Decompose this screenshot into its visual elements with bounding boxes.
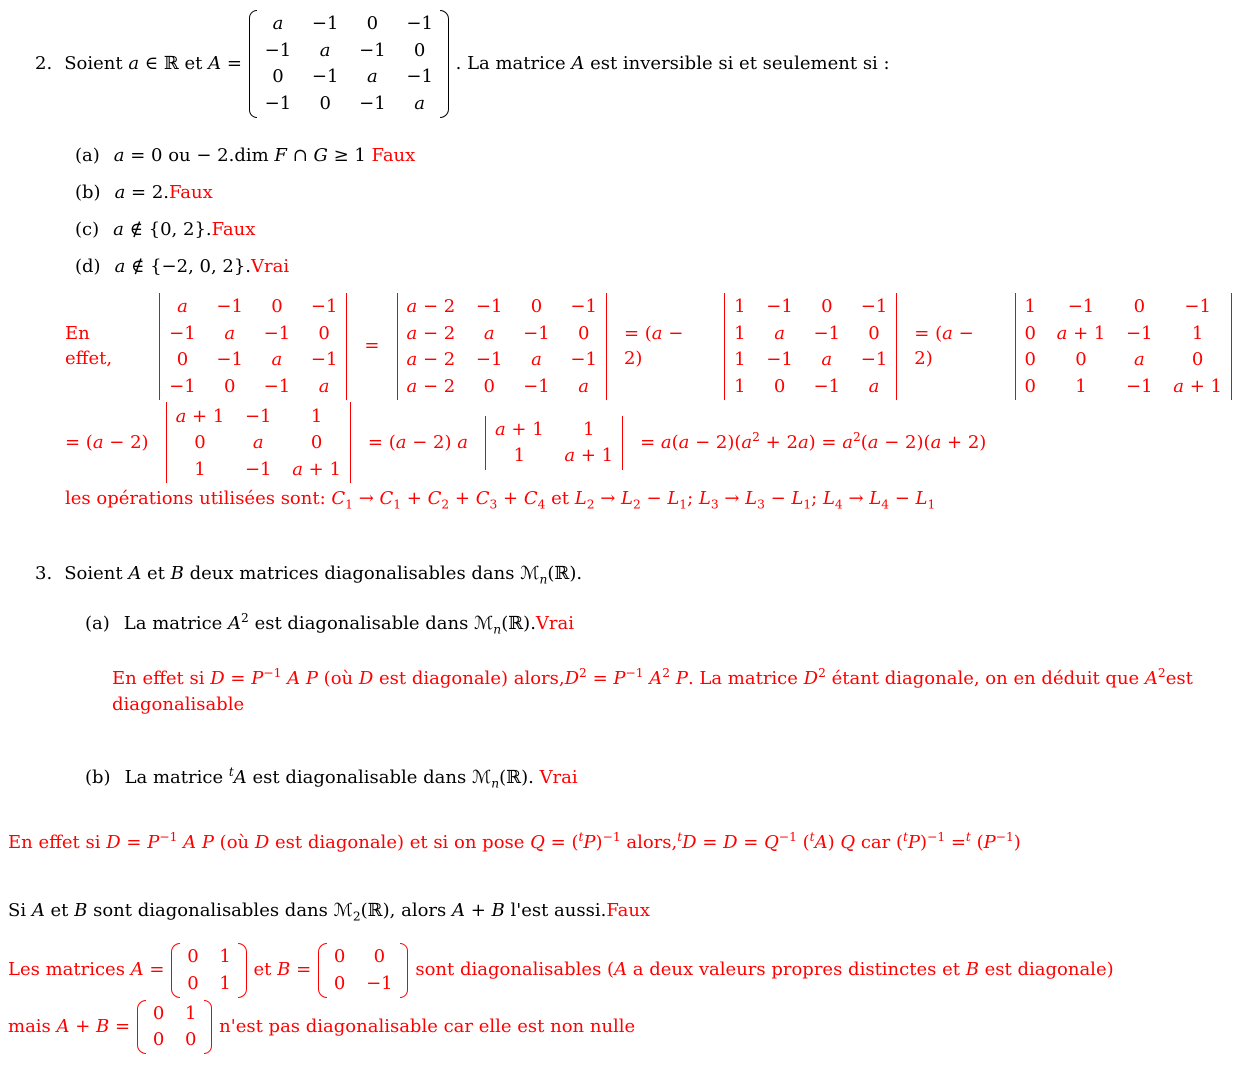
proof-line-1 (65, 293, 1239, 401)
sum-diagonalizable-claim (8, 899, 1239, 923)
matrix-cell: 0 (187, 973, 199, 995)
matrix-cell: 0 (223, 375, 236, 397)
matrix-cell: −1 (1126, 322, 1153, 344)
matrix-cell: 0 (413, 39, 426, 61)
matrix-cell: a + 1 (175, 405, 225, 427)
matrix-cell: 0 (373, 946, 386, 968)
sum-claim-verdict: Faux (606, 899, 651, 921)
matrix-cell: −1 (244, 405, 272, 427)
choice-b-verdict: Faux (169, 181, 213, 203)
matrix-cell: −1 (570, 349, 597, 371)
matrix-A-definition (249, 10, 449, 118)
factor-term-1: = (a − 2) (623, 323, 684, 369)
matrix-cell: 0 (1133, 295, 1146, 317)
matrix-cell: 0 (272, 66, 284, 88)
question-2-text-before-matrix: Soient a ∈ ℝ et A = (64, 52, 242, 74)
part-a-text: La matrice $A^2$ est diagonalisable dans ℳ$_n$(ℝ). (123, 610, 536, 637)
matrix-cell: 0 (1024, 375, 1036, 397)
matrix-cell: a − 2 (406, 322, 456, 344)
part-b-text: La matrice $^t$A est diagonalisable dans ℳ$_n$(ℝ). (124, 765, 540, 791)
matrix-cell: −1 (1184, 295, 1211, 317)
matrix-cell: 0 (1024, 322, 1036, 344)
matrix-cell: −1 (766, 295, 793, 317)
part-a-label: (a) (85, 612, 110, 634)
matrix-cell: −1 (523, 322, 550, 344)
counterexample-text-3: sont diagonalisables (A a deux valeurs propres distinctes et B est diagonale) (415, 959, 1114, 981)
matrix-cell: 1 (1075, 375, 1087, 397)
part-a (85, 612, 1239, 636)
matrix-cell: a + 1 (1056, 322, 1106, 344)
proof-line-2 (65, 402, 1239, 483)
matrix-cell: 1 (310, 405, 323, 427)
factor-term-3: = (a − 2) (65, 431, 149, 453)
matrix-cell: 0 (821, 295, 833, 317)
answer-choices (75, 144, 1239, 280)
matrix-cell: 0 (773, 375, 786, 397)
choice-d-verdict: Vrai (251, 256, 290, 278)
matrix-cell: 0 (187, 946, 199, 968)
choice-d (75, 255, 1239, 279)
matrix-A-example (171, 943, 246, 997)
matrix-cell: 1 (184, 1002, 197, 1024)
matrix-cell: 1 (219, 973, 231, 995)
matrix-cell: a (414, 93, 425, 115)
matrix-cell: −1 (359, 93, 386, 115)
matrix-cell: 0 (483, 375, 495, 397)
choice-c (75, 218, 1239, 242)
matrix-cell: 1 (194, 458, 206, 480)
proof-result: = $a(a - 2)(a^2 + 2a) = a^2(a - 2)(a + 2)$ (640, 429, 987, 453)
matrix-cell: −1 (311, 66, 339, 88)
matrix-cell: −1 (310, 295, 338, 317)
counterexample-text-5: n'est pas diagonalisable car elle est non nulle (219, 1015, 636, 1037)
part-b-verdict: Vrai (539, 767, 578, 789)
matrix-cell: −1 (310, 349, 338, 371)
proof-lead: En effet, (65, 323, 113, 369)
matrix-cell: −1 (406, 13, 433, 35)
matrix-cell: 0 (577, 322, 590, 344)
matrix-cell: 0 (868, 322, 880, 344)
matrix-cell: −1 (475, 349, 503, 371)
part-b-explanation: En effet si $D = P^{-1}$ A P (où D est diagonale) et si on pose $Q = (^tP)^{-1}$ alors,$^t$D = $D = Q^{-1}$ ($^t$A) Q car $(^tP)^{-1} =^t$ $(P^{-1})$ (8, 829, 1021, 853)
matrix-cell: −1 (169, 375, 196, 397)
matrix-cell: 0 (152, 1029, 165, 1051)
counterexample-line-2 (8, 1000, 1239, 1054)
choice-c-label: (c) (75, 219, 100, 241)
matrix-cell: 1 (582, 418, 595, 440)
choice-c-verdict: Faux (211, 219, 256, 241)
determinant-proof (65, 293, 1239, 512)
matrix-cell: −1 (264, 93, 292, 115)
matrix-cell: −1 (263, 375, 291, 397)
determinant-2 (397, 293, 607, 401)
determinant-1 (159, 293, 347, 401)
matrix-cell: −1 (813, 375, 841, 397)
part-a-explanation: En effet si $D = P^{-1}$ A P (où D est diagonale) $alors,D^2 = P^{-1}$ $A^2$ P. La matrice $D^2$ étant diagonale, on en déduit que $A^2est$ diagonalisable (112, 666, 1193, 716)
matrix-cell: −1 (366, 973, 393, 995)
choice-d-text: a ∉ {−2, 0, 2}. (114, 256, 252, 278)
matrix-cell: a (318, 375, 330, 397)
matrix-cell: 1 (219, 946, 231, 968)
question-3-number: 3. (35, 562, 53, 584)
matrix-cell: −1 (406, 66, 433, 88)
determinant-4 (1015, 293, 1233, 401)
question-3-text: Soient A et B deux matrices diagonalisables dans ℳ$_n$(ℝ). (64, 562, 583, 587)
matrix-cell: −1 (263, 322, 291, 344)
matrix-cell: 0 (271, 295, 283, 317)
matrix-cell: a (868, 375, 880, 397)
matrix-cell: −1 (1067, 295, 1095, 317)
matrix-cell: a + 1 (1173, 375, 1222, 397)
matrix-cell: a + 1 (564, 445, 614, 467)
matrix-cell: 1 (734, 322, 746, 344)
matrix-cell: 1 (513, 445, 526, 467)
matrix-cell: −1 (359, 39, 386, 61)
matrix-cell: a (1133, 349, 1145, 371)
factor-term-2: = (a − 2) (914, 323, 974, 369)
matrix-cell: a (271, 349, 283, 371)
question-2-text-after-matrix: . La matrice A est inversible si et seulement si : (455, 52, 890, 74)
matrix-cell: a (319, 39, 331, 61)
part-b (85, 766, 1239, 790)
matrix-cell: a (252, 432, 264, 454)
matrix-cell: −1 (860, 349, 888, 371)
choice-c-text: a ∉ {0, 2}. (113, 219, 212, 241)
matrix-cell: 0 (1024, 349, 1036, 371)
determinant-6 (485, 416, 623, 470)
matrix-cell: a − 2 (406, 349, 456, 371)
matrix-cell: a (531, 349, 542, 371)
counterexample-line-1 (8, 943, 1239, 997)
equals-sign-1: = (364, 335, 380, 357)
part-a-verdict: Vrai (535, 612, 575, 634)
matrix-cell: 0 (333, 973, 346, 995)
sum-claim-text: Si A et B sont diagonalisables dans ℳ$_2$(ℝ), alors A + B l'est aussi. (8, 899, 607, 924)
question-3-statement (35, 562, 1239, 586)
counterexample-text-1: Les matrices A = (8, 959, 165, 981)
matrix-cell: 0 (1075, 349, 1087, 371)
matrix-cell: 0 (152, 1002, 165, 1024)
matrix-cell: −1 (216, 295, 243, 317)
matrix-cell: a (177, 295, 188, 317)
matrix-cell: 1 (734, 375, 746, 397)
question-2-statement (35, 10, 1239, 118)
matrix-cell: a + 1 (494, 418, 544, 440)
matrix-cell: −1 (766, 349, 793, 371)
matrix-cell: a (483, 322, 495, 344)
choice-d-label: (d) (75, 256, 101, 278)
question-2 (0, 10, 1239, 512)
matrix-cell: a (821, 349, 833, 371)
choice-a (75, 144, 1239, 168)
matrix-cell: a (367, 66, 378, 88)
matrix-cell: 1 (734, 295, 746, 317)
matrix-cell: 0 (1191, 349, 1204, 371)
matrix-sum-example (137, 1000, 212, 1054)
matrix-cell: −1 (475, 295, 503, 317)
matrix-cell: 0 (184, 1029, 197, 1051)
matrix-cell: 0 (530, 295, 543, 317)
counterexample-text-4: mais A + B = (8, 1015, 131, 1037)
choice-b-label: (b) (75, 181, 101, 203)
matrix-cell: 1 (1024, 295, 1036, 317)
matrix-cell: a (578, 375, 590, 397)
matrix-cell: a + 1 (292, 458, 341, 480)
matrix-cell: 0 (319, 93, 331, 115)
determinant-5 (166, 402, 351, 483)
choice-a-text: a = 0 ou − 2.dim F ∩ G ≥ 1 (113, 144, 372, 166)
matrix-cell: a − 2 (406, 295, 456, 317)
choice-a-label: (a) (75, 144, 100, 166)
matrix-B-example (318, 943, 408, 997)
matrix-cell: 1 (734, 349, 746, 371)
matrix-cell: −1 (311, 13, 339, 35)
row-operations-note: les opérations utilisées sont: $C_1 \to C_1 + C_2 + C_3 + C_4$ et $L_2 \to L_2 - L_1$; $L_3 \to L_3 - L_1$; $L_4 \to L_4 - L_1$ (65, 488, 936, 512)
matrix-cell: −1 (1126, 375, 1153, 397)
matrix-cell: −1 (264, 39, 292, 61)
matrix-cell: −1 (169, 322, 196, 344)
matrix-cell: a (774, 322, 785, 344)
matrix-cell: 0 (194, 432, 206, 454)
matrix-cell: 0 (333, 946, 346, 968)
determinant-3 (724, 293, 897, 401)
matrix-cell: 0 (318, 322, 330, 344)
matrix-cell: 1 (1191, 322, 1204, 344)
factor-term-4: = (a − 2) a (367, 431, 468, 453)
matrix-cell: a (224, 322, 236, 344)
question-3 (0, 562, 1239, 1054)
matrix-cell: −1 (570, 295, 597, 317)
matrix-cell: −1 (244, 458, 272, 480)
question-2-number: 2. (35, 52, 53, 74)
matrix-cell: −1 (216, 349, 243, 371)
matrix-cell: 0 (310, 432, 323, 454)
matrix-cell: a − 2 (406, 375, 456, 397)
matrix-cell: −1 (813, 322, 841, 344)
choice-a-verdict: Faux (371, 144, 416, 166)
matrix-cell: −1 (523, 375, 550, 397)
choice-b-text: a = 2. (114, 181, 170, 203)
matrix-cell: a (272, 13, 284, 35)
part-b-label: (b) (85, 767, 111, 789)
choice-b (75, 181, 1239, 205)
matrix-cell: 0 (176, 349, 189, 371)
matrix-cell: −1 (860, 295, 888, 317)
counterexample-text-2: et B = (253, 959, 312, 981)
matrix-cell: 0 (366, 13, 379, 35)
